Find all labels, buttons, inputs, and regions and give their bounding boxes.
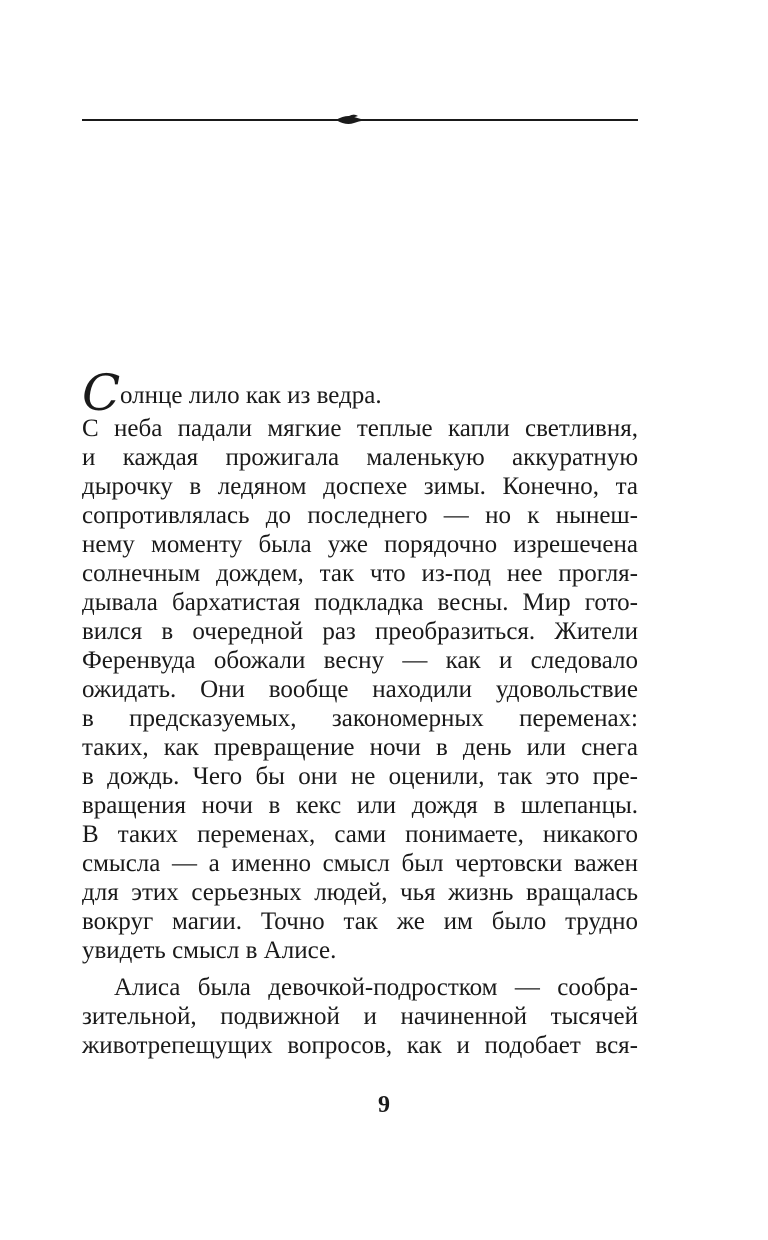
paragraph-2 (82, 973, 638, 1060)
first-line (82, 364, 638, 422)
text-line: таких, как превращение ночи в день или снега (82, 734, 638, 761)
text-line: вился в очередной раз преобразиться. Жители (82, 618, 638, 645)
text-line: Ференвуда обожали весну — как и следовало (82, 647, 638, 674)
text-line: сопротивлялась до последнего — но к нынеш- (82, 502, 638, 529)
text-line: Алиса была девочкой-подростком — сообра- (114, 974, 638, 1001)
chapter-text (82, 364, 638, 1060)
text-line: зительной, подвижной и начиненной тысячей (82, 1003, 638, 1030)
drop-cap: С (82, 364, 121, 422)
text-line: в предсказуемых, закономерных переменах: (82, 705, 638, 732)
text-line: дырочку в ледяном доспехе зимы. Конечно, та (82, 473, 638, 500)
text-line: животрепещущих вопросов, как и подобает вся- (82, 1032, 638, 1059)
text-line: солнечным дождем, так что из-под нее прогля- (82, 560, 638, 587)
text-line: и каждая прожигала маленькую аккуратную (82, 444, 638, 471)
text-line: вращения ночи в кекс или дождя в шлепанцы. (82, 792, 638, 819)
text-line: В таких переменах, сами понимаете, никакого (82, 821, 638, 848)
text-line: в дождь. Чего бы они не оценили, так это пре- (82, 763, 638, 790)
ornament-line-icon (82, 108, 638, 132)
text-line: увидеть смысл в Алисе. (82, 937, 337, 964)
paragraph-1 (82, 414, 638, 965)
chapter-ornament-divider (82, 108, 638, 132)
page-number: 9 (378, 1092, 390, 1118)
text-line: смысла — а именно смысл был чертовски важен (82, 850, 638, 877)
text-line: ожидать. Они вообще находили удовольствие (82, 676, 638, 703)
first-line-text: олнце лило как из ведра. (120, 382, 382, 409)
text-line: дывала бархатистая подкладка весны. Мир гото- (82, 589, 638, 616)
text-line: для этих серьезных людей, чья жизнь вращалась (82, 879, 638, 906)
text-line: нему моменту была уже порядочно изрешечена (82, 531, 638, 558)
text-line: С неба падали мягкие теплые капли светливня, (82, 415, 638, 442)
paragraph-gap (82, 965, 638, 973)
text-line: вокруг магии. Точно так же им было трудно (82, 908, 638, 935)
